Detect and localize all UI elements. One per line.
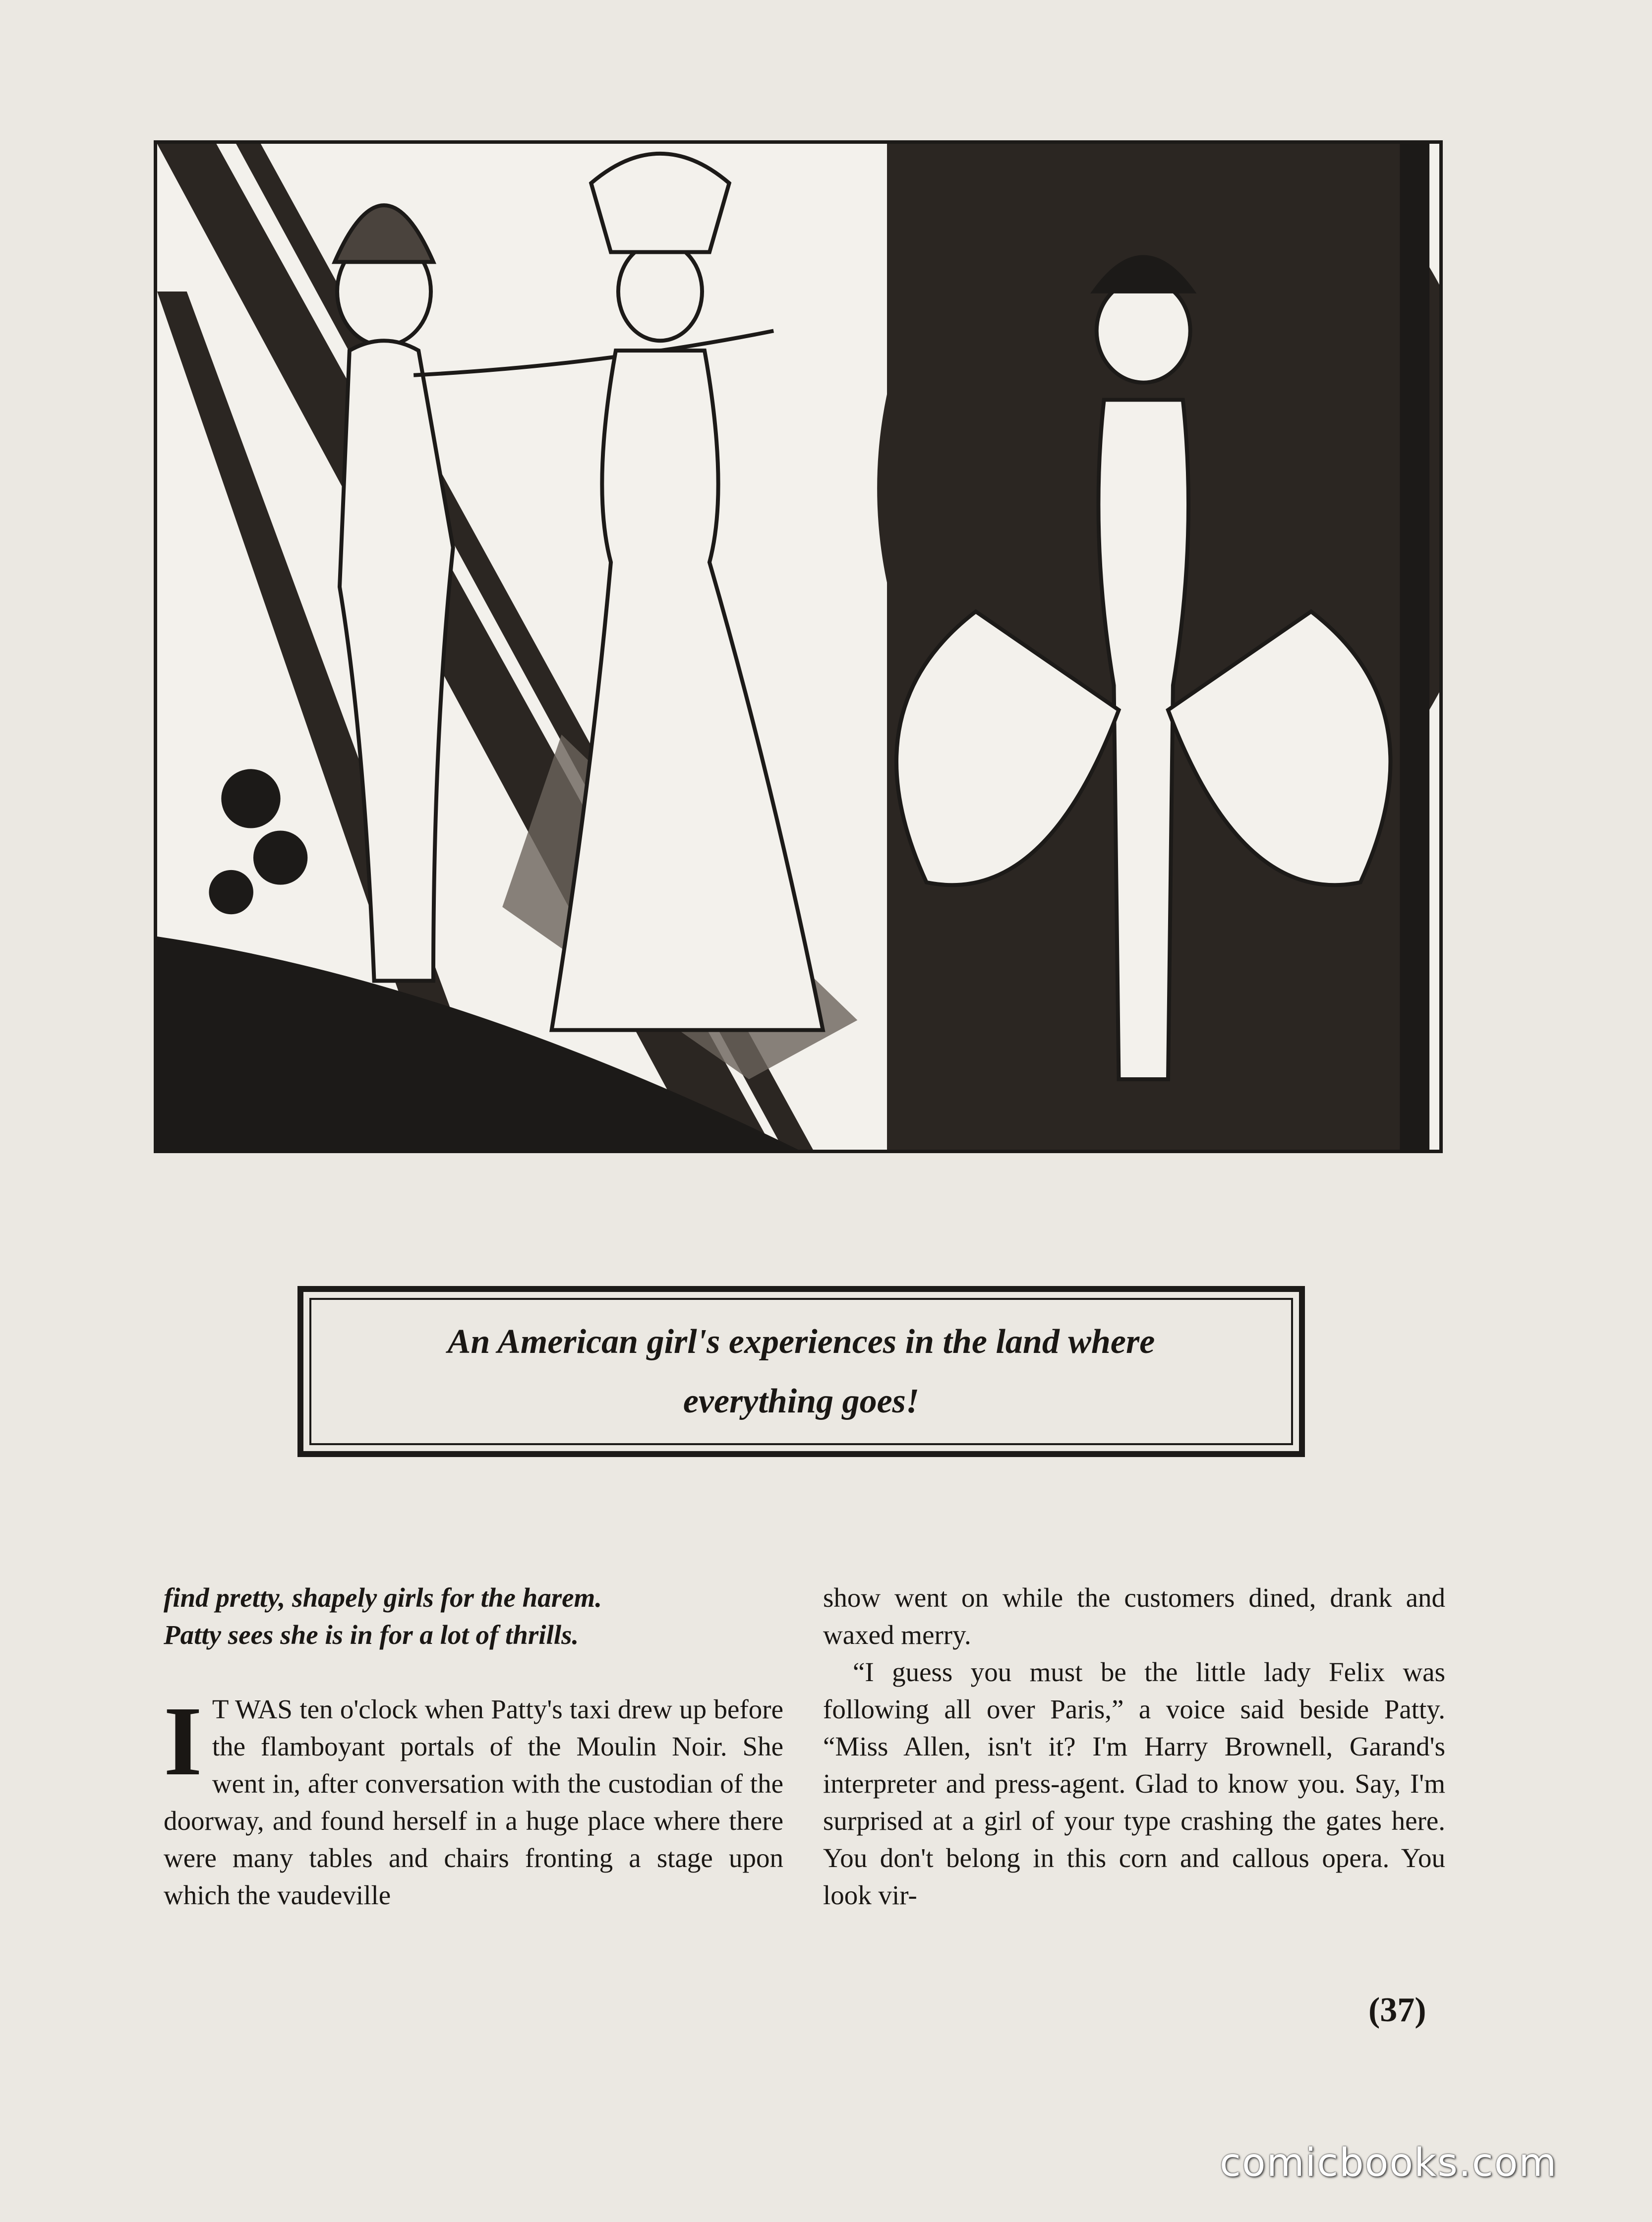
lede-line-1: find pretty, shapely girls for the harem. [164,1582,602,1613]
opening-paragraph-text: T WAS ten o'clock when Patty's taxi drew up before the flamboyant portals of the Moulin Noir. She went in, after conversation with the custodian of the doorway, and found herself in a huge place where there were many tables and chairs fronting a stage upon which the vaudeville [164,1694,783,1910]
caption-line-1: An American girl's experiences in the land where [447,1322,1155,1361]
showgirls-stage-illustration-icon [157,144,1439,1150]
watermark: comicbooks.com [1220,2141,1558,2185]
page-number: (37) [1368,1991,1426,2029]
right-column [823,1579,1445,1914]
caption-line-2: everything goes! [683,1382,920,1420]
right-paragraph-2: “I guess you must be the little lady Felix was following all over Paris,” a voice said beside Patty. “Miss Allen, isn't it? I'm Harry Brownell, Garand's interpreter and press-agent. Glad to know you. Say, I'm surprised at a girl of your type crashing the gates here. You don't belong in this corn and callous opera. You look vir- [823,1657,1445,1910]
stage-illustration [154,140,1443,1153]
caption-box [297,1286,1305,1457]
opening-paragraph [164,1687,783,1914]
drop-cap: I [164,1687,202,1796]
lede-line-2: Patty sees she is in for a lot of thrills. [164,1620,579,1650]
lede [164,1579,783,1653]
left-column [164,1579,783,1914]
right-paragraph-1: show went on while the customers dined, drank and waxed merry. [823,1582,1445,1650]
